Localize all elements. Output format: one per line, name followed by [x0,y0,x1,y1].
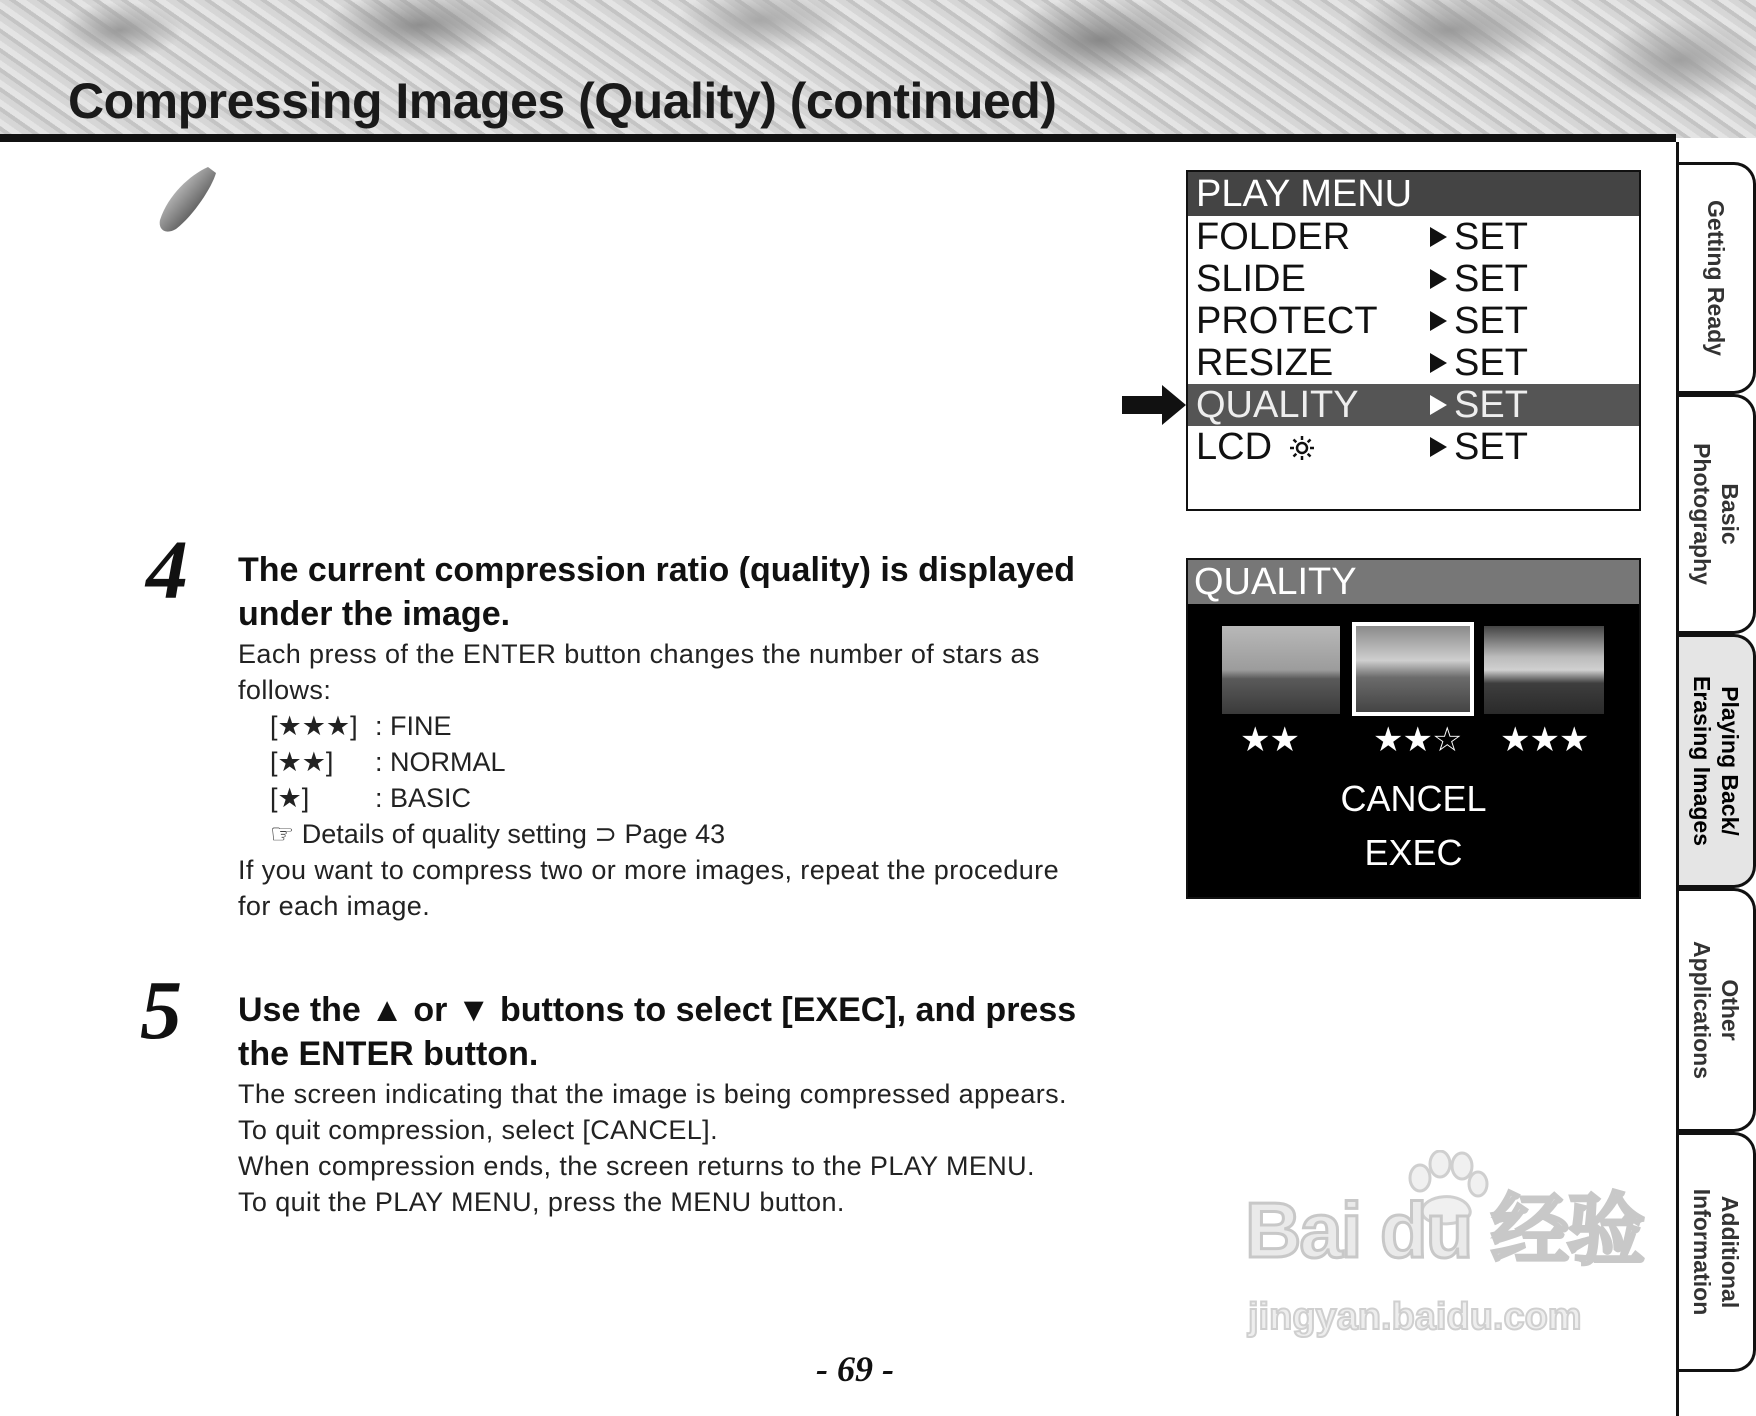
tab-getting-ready[interactable] [1679,162,1756,394]
menu-item-value: SET [1454,258,1528,300]
up-arrow-icon: ▲ [370,991,404,1029]
tab-label: Other Applications [1689,940,1743,1080]
menu-item-protect [1188,300,1639,342]
menu-item-value: SET [1454,216,1528,258]
menu-item-lcd [1188,426,1639,468]
quality-level [270,780,472,816]
body-text: follows: [238,675,332,705]
menu-item-label: LCD [1196,426,1273,468]
play-triangle-icon [1430,437,1447,457]
body-text: The screen indicating that the image is being compressed appears. [238,1079,1067,1109]
pointing-hand-icon: ☞ [270,819,295,849]
reference-page: Page 43 [624,819,726,849]
exec-option: EXEC [1364,832,1463,873]
pointer-arrow-icon [1122,385,1186,425]
body-text: To quit compression, select [CANCEL]. [238,1115,718,1145]
menu-item-label: QUALITY [1196,384,1359,426]
watermark-url: jingyan.baidu.com [1248,1296,1582,1338]
step-number: 4 [146,524,188,617]
quality-level-stars: [★★] [270,747,334,777]
tab-additional-information[interactable] [1679,1132,1756,1372]
play-menu-screen [1186,170,1641,511]
star-rating: ★★★ [1500,721,1589,759]
tab-label: Playing Back/ Erasing Images [1689,675,1743,847]
header-banner [0,0,1756,138]
quality-level-name: : NORMAL [375,747,506,777]
thumbnail-image [1222,626,1340,714]
sun-icon [1289,435,1315,461]
play-triangle-icon [1430,269,1447,289]
menu-item-value: SET [1454,342,1528,384]
step-title: the ENTER button. [238,1035,539,1073]
menu-item-resize [1188,342,1639,384]
star-rating: ★★☆ [1373,721,1462,759]
menu-item-value: SET [1454,300,1528,342]
play-triangle-icon [1430,353,1447,373]
step-title: under the image. [238,595,511,633]
menu-item-value: SET [1454,426,1528,468]
body-text: When compression ends, the screen returns to the PLAY MENU. [238,1151,1035,1181]
reference-text: Details of quality setting [301,819,587,849]
menu-item-folder [1188,216,1639,258]
cancel-option: CANCEL [1340,778,1487,819]
quality-level-stars: [★] [270,783,310,813]
play-triangle-icon [1430,311,1447,331]
title-text: or [413,991,448,1029]
menu-item-label: FOLDER [1196,216,1351,258]
page-title: Compressing Images (Quality) (continued) [68,73,1057,129]
step-title: The current compression ratio (quality) is displayed [238,551,1075,589]
title-text: Use the [238,991,361,1029]
body-text: To quit the PLAY MENU, press the MENU button. [238,1187,845,1217]
quality-level-name: : BASIC [375,783,472,813]
page-number: - 69 - [816,1349,894,1389]
quality-screen [1186,558,1641,899]
quality-level-stars: [★★★] [270,711,358,741]
quality-level [270,708,452,744]
title-text: buttons to select [EXEC], and press [499,991,1077,1029]
page-link-icon: ⊃ [594,819,618,849]
watermark-logo: Bai du 经验 [1245,1186,1644,1274]
step-number: 5 [140,964,182,1057]
step-number-fragment-icon [150,165,220,235]
menu-item-quality [1188,384,1639,426]
menu-item-label: RESIZE [1196,342,1334,384]
tab-label: Basic Photography [1689,443,1743,585]
tab-label: Getting Ready [1703,200,1729,356]
menu-item-label: SLIDE [1196,258,1306,300]
body-text: Each press of the ENTER button changes the number of stars as [238,639,1040,669]
tab-playing-back-erasing-images[interactable] [1679,634,1756,888]
body-text: for each image. [238,891,431,921]
thumbnail-image [1484,626,1604,714]
menu-item-value: SET [1454,384,1528,426]
body-text: If you want to compress two or more images, repeat the procedure [238,855,1059,885]
tab-other-applications[interactable] [1679,888,1756,1132]
menu-item-label-wrap [1196,426,1315,468]
play-triangle-icon [1430,227,1447,247]
play-menu-title: PLAY MENU [1188,172,1639,216]
header-rule [0,134,1676,142]
menu-item-label: PROTECT [1196,300,1378,342]
menu-item-slide [1188,258,1639,300]
tab-label: Additional Information [1689,1188,1743,1316]
quality-level-name: : FINE [375,711,452,741]
play-triangle-icon [1430,395,1447,415]
quality-level [270,744,506,780]
tab-basic-photography[interactable] [1679,394,1756,634]
quality-title: QUALITY [1188,560,1639,604]
page-reference [270,816,725,852]
step-title [238,988,1138,1032]
down-arrow-icon: ▼ [456,991,491,1029]
thumbnail-image-selected [1352,622,1474,716]
star-rating: ★★ [1240,721,1299,759]
